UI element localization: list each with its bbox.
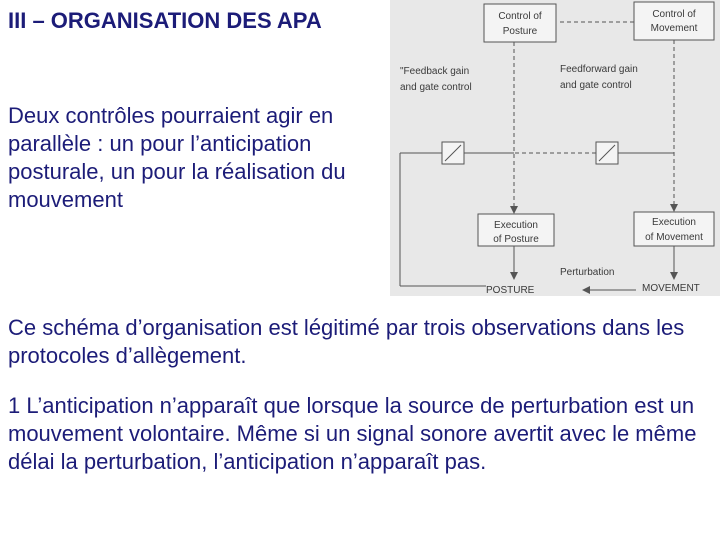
movement-output-label: MOVEMENT [642,283,700,294]
feedforward-label-line2: and gate control [560,80,632,91]
perturbation-label: Perturbation [560,267,615,278]
posture-output-label: POSTURE [486,285,535,296]
execution-posture-line1: Execution [494,220,538,231]
control-diagram [390,0,720,296]
intro-text: Deux contrôles pourraient agir en parallèle : un pour l’anticipation posturale, un pour la réalisation du mouvement [8,103,346,212]
slide-title: III – ORGANISATION DES APA [8,8,322,33]
point-1-paragraph: 1 L’anticipation n’apparaît que lorsque la source de perturbation est un mouvement volontaire. Même si un signal sonore avertit avec le même délai la perturbation, l’anticipation n’apparaît pas. [8,393,697,474]
feedback-label-line1: "Feedback gain [400,66,470,77]
feedback-label-line2: and gate control [400,82,472,93]
execution-movement-line1: Execution [652,217,696,228]
execution-movement-line2: of Movement [645,232,703,243]
control-movement-line1: Control of [652,9,696,20]
control-posture-line1: Control of [498,11,542,22]
observation-paragraph: Ce schéma d’organisation est légitimé par trois observations dans les protocoles d’allègement. [8,315,685,368]
execution-posture-line2: of Posture [493,234,539,245]
feedforward-label-line1: Feedforward gain [560,64,638,75]
control-movement-line2: Movement [650,23,698,34]
control-movement-box [634,2,714,40]
control-posture-line2: Posture [502,26,538,37]
